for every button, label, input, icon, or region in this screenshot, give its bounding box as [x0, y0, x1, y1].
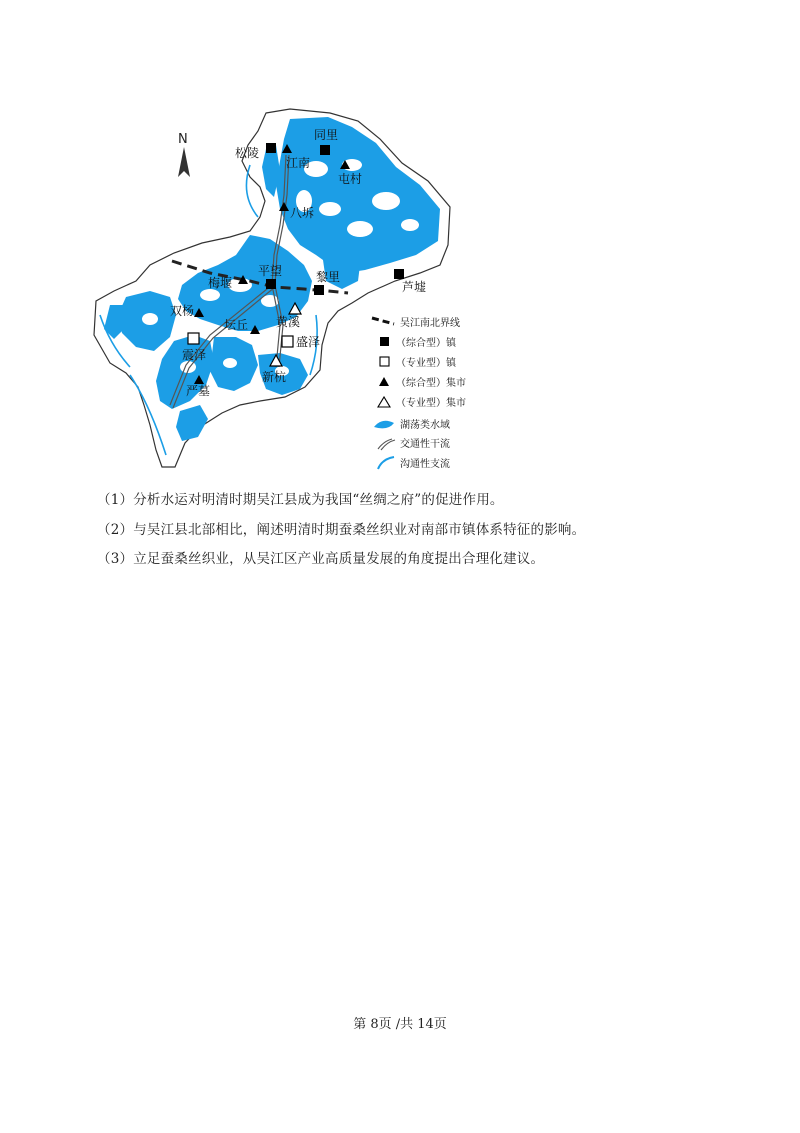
label-bache: 八坼 [290, 206, 315, 220]
zhenze-marker [188, 333, 199, 344]
label-huangxi: 黄溪 [276, 315, 301, 329]
label-songling: 松陵 [235, 146, 260, 160]
legend-comp-town: （综合型）镇 [396, 338, 456, 349]
label-tongli: 同里 [314, 128, 339, 142]
label-xinhang: 新杭 [262, 370, 287, 384]
label-jiangnan: 江南 [286, 156, 311, 170]
question-1: （1）分析水运对明清时期吴江县成为我国“丝绸之府”的促进作用。 [97, 492, 504, 508]
legend-boundary: 吴江南北界线 [400, 318, 460, 329]
legend [372, 316, 466, 470]
label-shuangyang: 双杨 [170, 304, 195, 318]
luxu-marker [394, 269, 404, 279]
label-zhenze: 震泽 [182, 348, 207, 362]
legend-lake: 湖荡类水域 [400, 420, 450, 431]
tongli-marker [320, 145, 330, 155]
label-tanqiu: 坛丘 [224, 318, 249, 332]
label-tuncun: 屯村 [338, 172, 363, 186]
label-shengze: 盛泽 [296, 335, 321, 349]
legend-comp-market: （综合型）集市 [396, 378, 466, 389]
lili-marker [314, 285, 324, 295]
north-arrow-icon [178, 132, 190, 177]
label-meiyan: 梅堰 [208, 276, 233, 290]
label-lili: 黎里 [316, 270, 341, 284]
wujiang-map [90, 105, 550, 480]
pingwang-marker [266, 279, 276, 289]
label-yanmu: 严墓 [186, 384, 211, 398]
page-footer: 第 8页 /共 14页 [353, 1017, 447, 1032]
legend-branch: 沟通性支流 [400, 459, 450, 470]
question-2: （2）与吴江县北部相比，阐述明清时期蚕桑丝织业对南部市镇体系特征的影响。 [97, 522, 586, 538]
legend-trunk: 交通性干流 [400, 439, 450, 450]
legend-spec-market: （专业型）集市 [396, 398, 466, 409]
label-pingwang: 平望 [258, 264, 283, 278]
songling-marker [266, 143, 276, 153]
label-luxu: 芦墟 [402, 280, 427, 294]
question-3: （3）立足蚕桑丝织业，从吴江区产业高质量发展的角度提出合理化建议。 [97, 551, 545, 567]
legend-spec-town: （专业型）镇 [396, 358, 456, 369]
svg-text:N: N [178, 132, 188, 147]
shengze-marker [282, 336, 293, 347]
